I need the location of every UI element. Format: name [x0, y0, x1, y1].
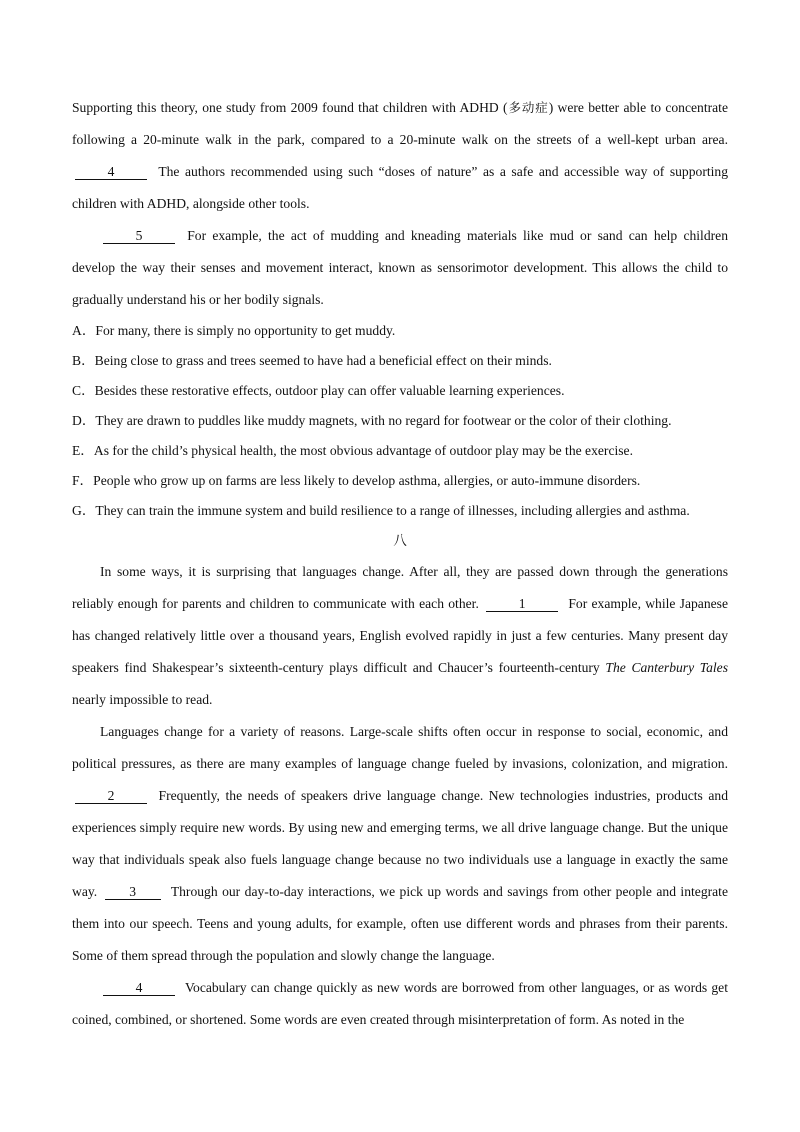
option-a: A．For many, there is simply no opportunity to get muddy. — [72, 323, 396, 338]
book-title: The Canterbury Tales — [605, 660, 728, 675]
paragraph-text: nearly impossible to read. — [72, 692, 213, 707]
answer-blank-4-section-eight[interactable]: 4 — [103, 980, 175, 996]
paragraph-text: Vocabulary can change quickly as new words are borrowed from other languages, or as words get coined, combined, or shortened. Some words are even created through misinterpretation of form. As noted in the — [72, 980, 728, 1027]
paragraph-text: For example, the act of mudding and kneading materials like mud or sand can help children develop the way their senses and movement interact, known as sensorimotor development. This allows the child to gradually understand his or her bodily signals. — [72, 228, 728, 307]
paragraph-text: For example, while Japanese has changed relatively little over a thousand years, English evolved rapidly in just a few centuries. Many present day speakers find Shakespear’s sixteenth-century plays difficult and Chaucer’s fourteenth-century — [72, 596, 728, 675]
passage-eight-paragraph-1 — [72, 556, 728, 716]
passage-seven-paragraph-2 — [72, 220, 728, 316]
paragraph-text: Through our day-to-day interactions, we pick up words and savings from other people and integrate them into our speech. Teens and young adults, for example, often use different words and phrases from their parents. Some of them spread through the population and slowly change the language. — [72, 884, 728, 963]
passage-seven-paragraph-1 — [72, 92, 728, 220]
option-b: B．Being close to grass and trees seemed to have had a beneficial effect on their minds. — [72, 353, 552, 368]
passage-eight-paragraph-2 — [72, 716, 728, 972]
option-g: G．They can train the immune system and build resilience to a range of illnesses, including allergies and asthma. — [72, 503, 690, 518]
paragraph-text: In some ways, it is surprising that languages change. After all, they are passed down through the generations reliably enough for parents and children to communicate with each other. — [72, 564, 728, 611]
option-f: F．People who grow up on farms are less likely to develop asthma, allergies, or auto-immune disorders. — [72, 473, 641, 488]
chinese-gloss: 多动症 — [507, 100, 549, 115]
answer-options-list — [72, 316, 728, 526]
document-page — [72, 92, 728, 1036]
answer-blank-5[interactable]: 5 — [103, 228, 175, 244]
paragraph-text: Supporting this theory, one study from 2009 found that children with ADHD ( — [72, 100, 508, 115]
option-d: D．They are drawn to puddles like muddy magnets, with no regard for footwear or the color of their clothing. — [72, 413, 672, 428]
paragraph-text: ) were better able to concentrate following a 20-minute walk in the park, compared to a 20-minute walk on the streets of a well-kept urban area. — [72, 100, 728, 147]
section-eight-heading: 八 — [393, 533, 407, 549]
answer-blank-1[interactable]: 1 — [486, 596, 558, 612]
paragraph-text: Languages change for a variety of reasons. Large-scale shifts often occur in response to social, economic, and political pressures, as there are many examples of language change fueled by invasions, colonization, and migration. — [72, 724, 728, 771]
answer-blank-4[interactable]: 4 — [75, 164, 147, 180]
option-e: E．As for the child’s physical health, the most obvious advantage of outdoor play may be the exercise. — [72, 443, 633, 458]
answer-blank-3[interactable]: 3 — [105, 884, 161, 900]
option-c: C．Besides these restorative effects, outdoor play can offer valuable learning experiences. — [72, 383, 565, 398]
paragraph-text: The authors recommended using such “doses of nature” as a safe and accessible way of supporting children with ADHD, alongside other tools. — [72, 164, 728, 211]
passage-eight-paragraph-3 — [72, 972, 728, 1036]
answer-blank-2[interactable]: 2 — [75, 788, 147, 804]
paragraph-text: Frequently, the needs of speakers drive language change. New technologies industries, products and experiences simply require new words. By using new and emerging terms, we all drive language change. But the unique way that individuals speak also fuels language change because no two individuals use a language in exactly the same way. — [72, 788, 728, 899]
